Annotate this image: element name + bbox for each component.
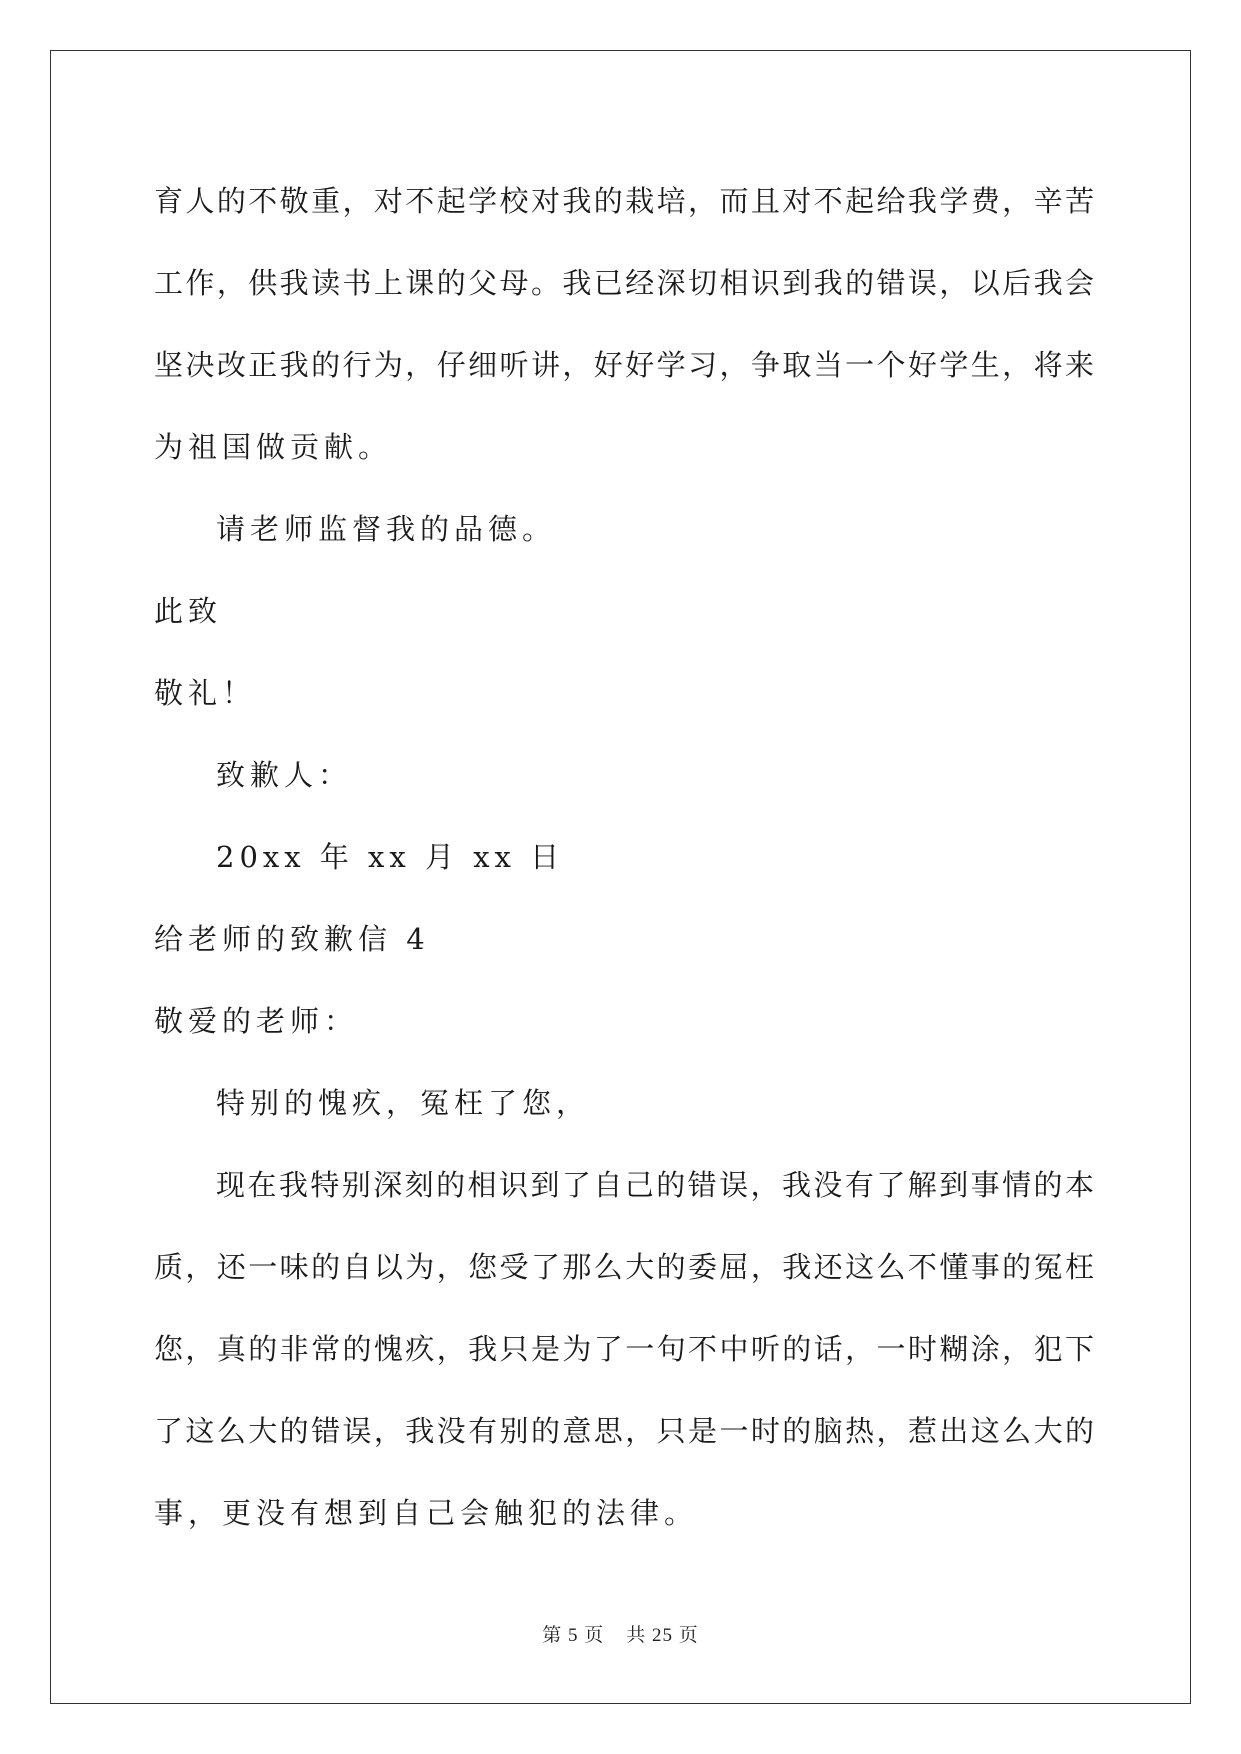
paragraph-line: 育人的不敬重，对不起学校对我的栽培，而且对不起给我学费，辛苦 — [154, 184, 1094, 218]
page-footer — [0, 1620, 1241, 1647]
date-line: 20xx 年 xx 月 xx 日 — [216, 840, 565, 874]
section-heading: 给老师的致歉信 4 — [154, 922, 430, 956]
paragraph-line: 现在我特别深刻的相识到了自己的错误，我没有了解到事情的本 — [216, 1168, 1094, 1202]
closing-regards: 敬礼！ — [154, 676, 257, 710]
paragraph-line: 为祖国做贡献。 — [154, 430, 393, 464]
paragraph-line: 您，真的非常的愧疚，我只是为了一句不中听的话，一时糊涂，犯下 — [154, 1332, 1094, 1366]
paragraph-line: 特别的愧疚，冤枉了您， — [216, 1086, 591, 1120]
greeting: 敬爱的老师： — [154, 1004, 359, 1038]
paragraph-line: 质，还一味的自以为，您受了那么大的委屈，我还这么不懂事的冤枉 — [154, 1250, 1094, 1284]
paragraph-line: 了这么大的错误，我没有别的意思，只是一时的脑热，惹出这么大的 — [154, 1414, 1094, 1448]
paragraph-line: 事，更没有想到自己会触犯的法律。 — [154, 1496, 699, 1530]
paragraph-line: 工作，供我读书上课的父母。我已经深切相识到我的错误，以后我会 — [154, 266, 1094, 300]
page-number: 第 5 页 — [542, 1625, 605, 1646]
paragraph-line: 坚决改正我的行为，仔细听讲，好好学习，争取当一个好学生，将来 — [154, 348, 1094, 382]
paragraph-line: 请老师监督我的品德。 — [216, 512, 557, 546]
closing-salutation: 此致 — [154, 594, 223, 628]
document-body — [154, 160, 1094, 1554]
signature-label: 致歉人： — [216, 758, 353, 792]
page-total: 共 25 页 — [626, 1625, 699, 1646]
